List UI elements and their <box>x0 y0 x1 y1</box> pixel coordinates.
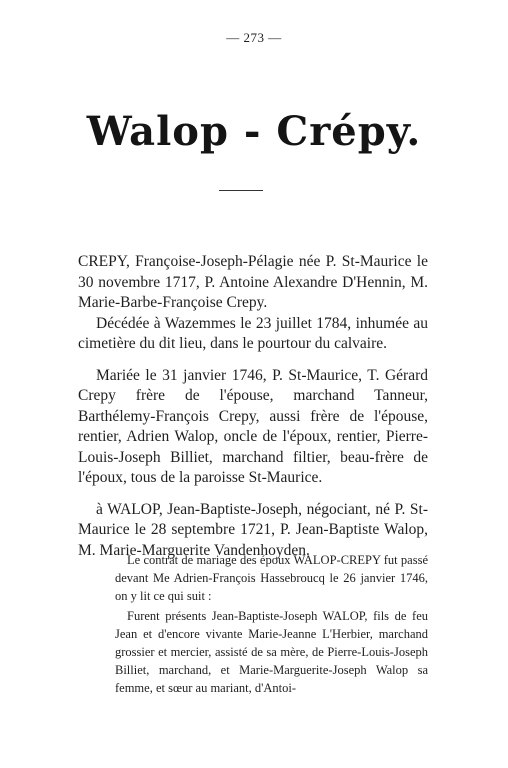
paragraph-death: Décédée à Wazemmes le 23 juillet 1784, inhumée au cimetière du dit lieu, dans le pourtour du calvaire. <box>78 314 428 352</box>
page-number: — 273 — <box>226 30 282 45</box>
contract-note <box>115 551 428 697</box>
paragraph-marriage: Mariée le 31 janvier 1746, P. St-Maurice, T. Gérard Crepy frère de l'épouse, marchand Tanneur, Barthélemy-François Crepy, aussi frère de l'épouse, rentier, Adrien Walop, oncle de l'époux, rentier, Pierre-Louis-Joseph Billiet, marchand filtier, beau-frère de l'époux, tous de la paroisse St-Maurice. <box>78 366 428 486</box>
main-text <box>78 252 428 561</box>
paragraph-spouse: à WALOP, Jean-Baptiste-Joseph, négociant, né P. St-Maurice le 28 septembre 1721, P. Jean-Baptiste Walop, M. Marie-Marguerite Vandenhoyden. <box>78 500 428 559</box>
note-paragraph-contract: Le contrat de mariage des époux WALOP-CREPY fut passé devant Me Adrien-François Hassebroucq le 26 janvier 1746, on y lit ce qui suit : <box>115 553 428 603</box>
paragraph-birth: CREPY, Françoise-Joseph-Pélagie née P. St-Maurice le 30 novembre 1717, P. Antoine Alexandre D'Hennin, M. Marie-Barbe-Françoise Crepy. <box>78 253 428 311</box>
page-title: Walop - Crépy. <box>86 108 422 155</box>
title-divider <box>219 190 263 191</box>
note-paragraph-present: Furent présents Jean-Baptiste-Joseph WALOP, fils de feu Jean et d'encore vivante Marie-Jeanne L'Herbier, marchand grossier et mercier, assisté de sa mère, de Pierre-Louis-Joseph Billiet, marchand, et Marie-Marguerite-Joseph Walop sa femme, et sœur au mariant, d'Antoi- <box>115 609 428 695</box>
